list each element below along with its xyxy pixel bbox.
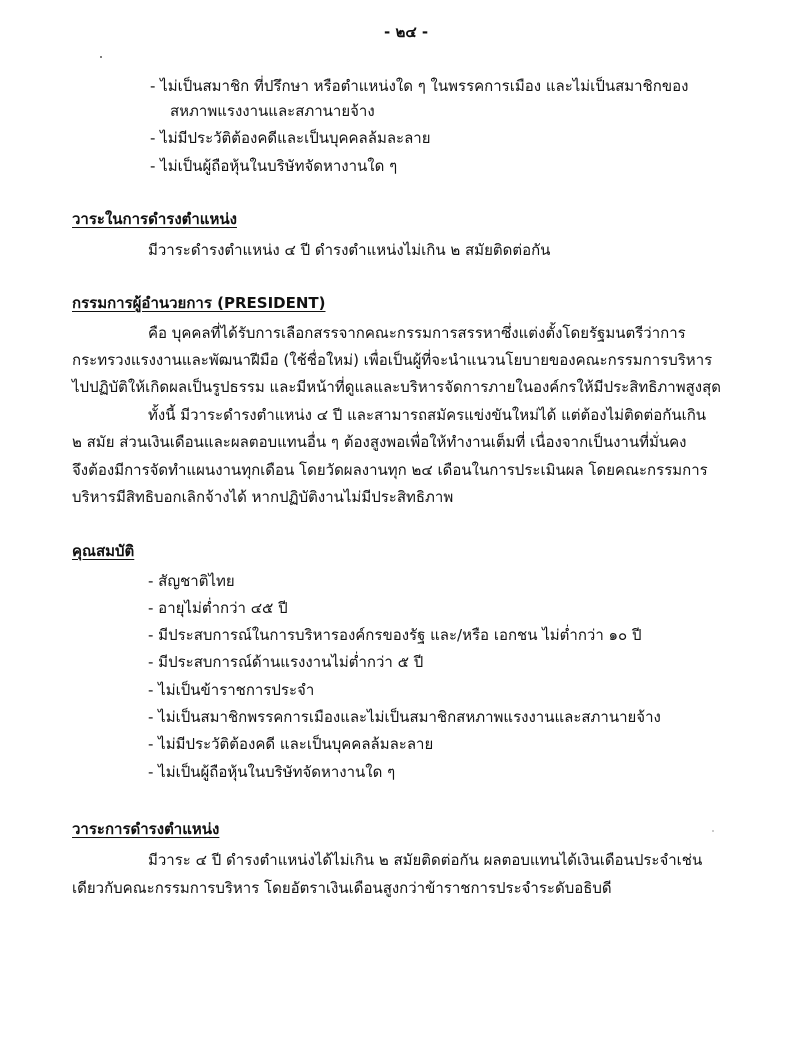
term-text: มีวาระดำรงตำแหน่ง ๔ ปี ดำรงตำแหน่งไม่เกิน ๒ สมัยติดต่อกัน (148, 241, 551, 259)
intro-bullet-1: - ไม่เป็นสมาชิก ที่ปรึกษา หรือตำแหน่งใด ๆ ในพรรคการเมือง และไม่เป็นสมาชิกของ (150, 77, 689, 95)
president-paragraph-line-5: ๒ สมัย ส่วนเงินเดือนและผลตอบแทนอื่น ๆ ต้องสูงพอเพื่อให้ทำงานเต็มที่ เนื่องจากเป็นงานที่มั่นคง (72, 433, 687, 451)
qualification-item: - มีประสบการณ์ในการบริหารองค์กรของรัฐ และ/หรือ เอกชน ไม่ต่ำกว่า ๑๐ ปี (148, 626, 642, 644)
president-paragraph-line-2: กระทรวงแรงงานและพัฒนาฝีมือ (ใช้ชื่อใหม่) เพื่อเป็นผู้ที่จะนำแนวนโยบายของคณะกรรมการบริหาร (72, 351, 713, 369)
term-2-line-1: มีวาระ ๔ ปี ดำรงตำแหน่งได้ไม่เกิน ๒ สมัยติดต่อกัน ผลตอบแทนได้เงินเดือนประจำเช่น (148, 851, 703, 869)
scan-speck (100, 56, 102, 58)
qualifications-heading: คุณสมบัติ (72, 542, 135, 560)
qualification-item: - ไม่เป็นผู้ถือหุ้นในบริษัทจัดหางานใด ๆ (148, 763, 396, 781)
term-2-line-2: เดียวกับคณะกรรมการบริหาร โดยอัตราเงินเดือนสูงกว่าข้าราชการประจำระดับอธิบดี (72, 879, 612, 897)
scan-speck (712, 830, 714, 832)
qualification-item: - สัญชาติไทย (148, 572, 235, 590)
president-paragraph-line-4: ทั้งนี้ มีวาระดำรงตำแหน่ง ๔ ปี และสามารถสมัครแข่งขันใหม่ได้ แต่ต้องไม่ติดต่อกันเกิน (148, 406, 707, 424)
intro-bullet-2: - ไม่มีประวัติต้องคดีและเป็นบุคคลล้มละลาย (150, 129, 431, 147)
qualification-item: - อายุไม่ต่ำกว่า ๔๕ ปี (148, 599, 288, 617)
qualification-item: - มีประสบการณ์ด้านแรงงานไม่ต่ำกว่า ๕ ปี (148, 653, 424, 671)
qualification-item: - ไม่เป็นสมาชิกพรรคการเมืองและไม่เป็นสมาชิกสหภาพแรงงานและสภานายจ้าง (148, 708, 661, 726)
president-paragraph-line-1: คือ บุคคลที่ได้รับการเลือกสรรจากคณะกรรมการสรรหาซึ่งแต่งตั้งโดยรัฐมนตรีว่าการ (148, 324, 686, 342)
president-heading: กรรมการผู้อำนวยการ (PRESIDENT) (72, 294, 326, 312)
qualification-item: - ไม่มีประวัติต้องคดี และเป็นบุคคลล้มละลาย (148, 735, 434, 753)
president-paragraph-line-7: บริหารมีสิทธิบอกเลิกจ้างได้ หากปฏิบัติงานไม่มีประสิทธิภาพ (72, 488, 454, 506)
president-paragraph-line-3: ไปปฏิบัติให้เกิดผลเป็นรูปธรรม และมีหน้าที่ดูแลและบริหารจัดการภายในองค์กรให้มีประสิทธิภาพสูงสุด (72, 378, 721, 396)
term-heading-2: วาระการดำรงตำแหน่ง (72, 820, 220, 838)
page-number: - ๒๔ - (384, 23, 429, 41)
qualification-item: - ไม่เป็นข้าราชการประจำ (148, 681, 315, 699)
intro-bullet-3: - ไม่เป็นผู้ถือหุ้นในบริษัทจัดหางานใด ๆ (150, 157, 398, 175)
president-paragraph-line-6: จึงต้องมีการจัดทำแผนงานทุกเดือน โดยวัดผลงานทุก ๒๔ เดือนในการประเมินผล โดยคณะกรรมการ (72, 461, 708, 479)
intro-bullet-1-continued: สหภาพแรงงานและสภานายจ้าง (170, 102, 375, 120)
term-heading: วาระในการดำรงตำแหน่ง (72, 210, 237, 228)
